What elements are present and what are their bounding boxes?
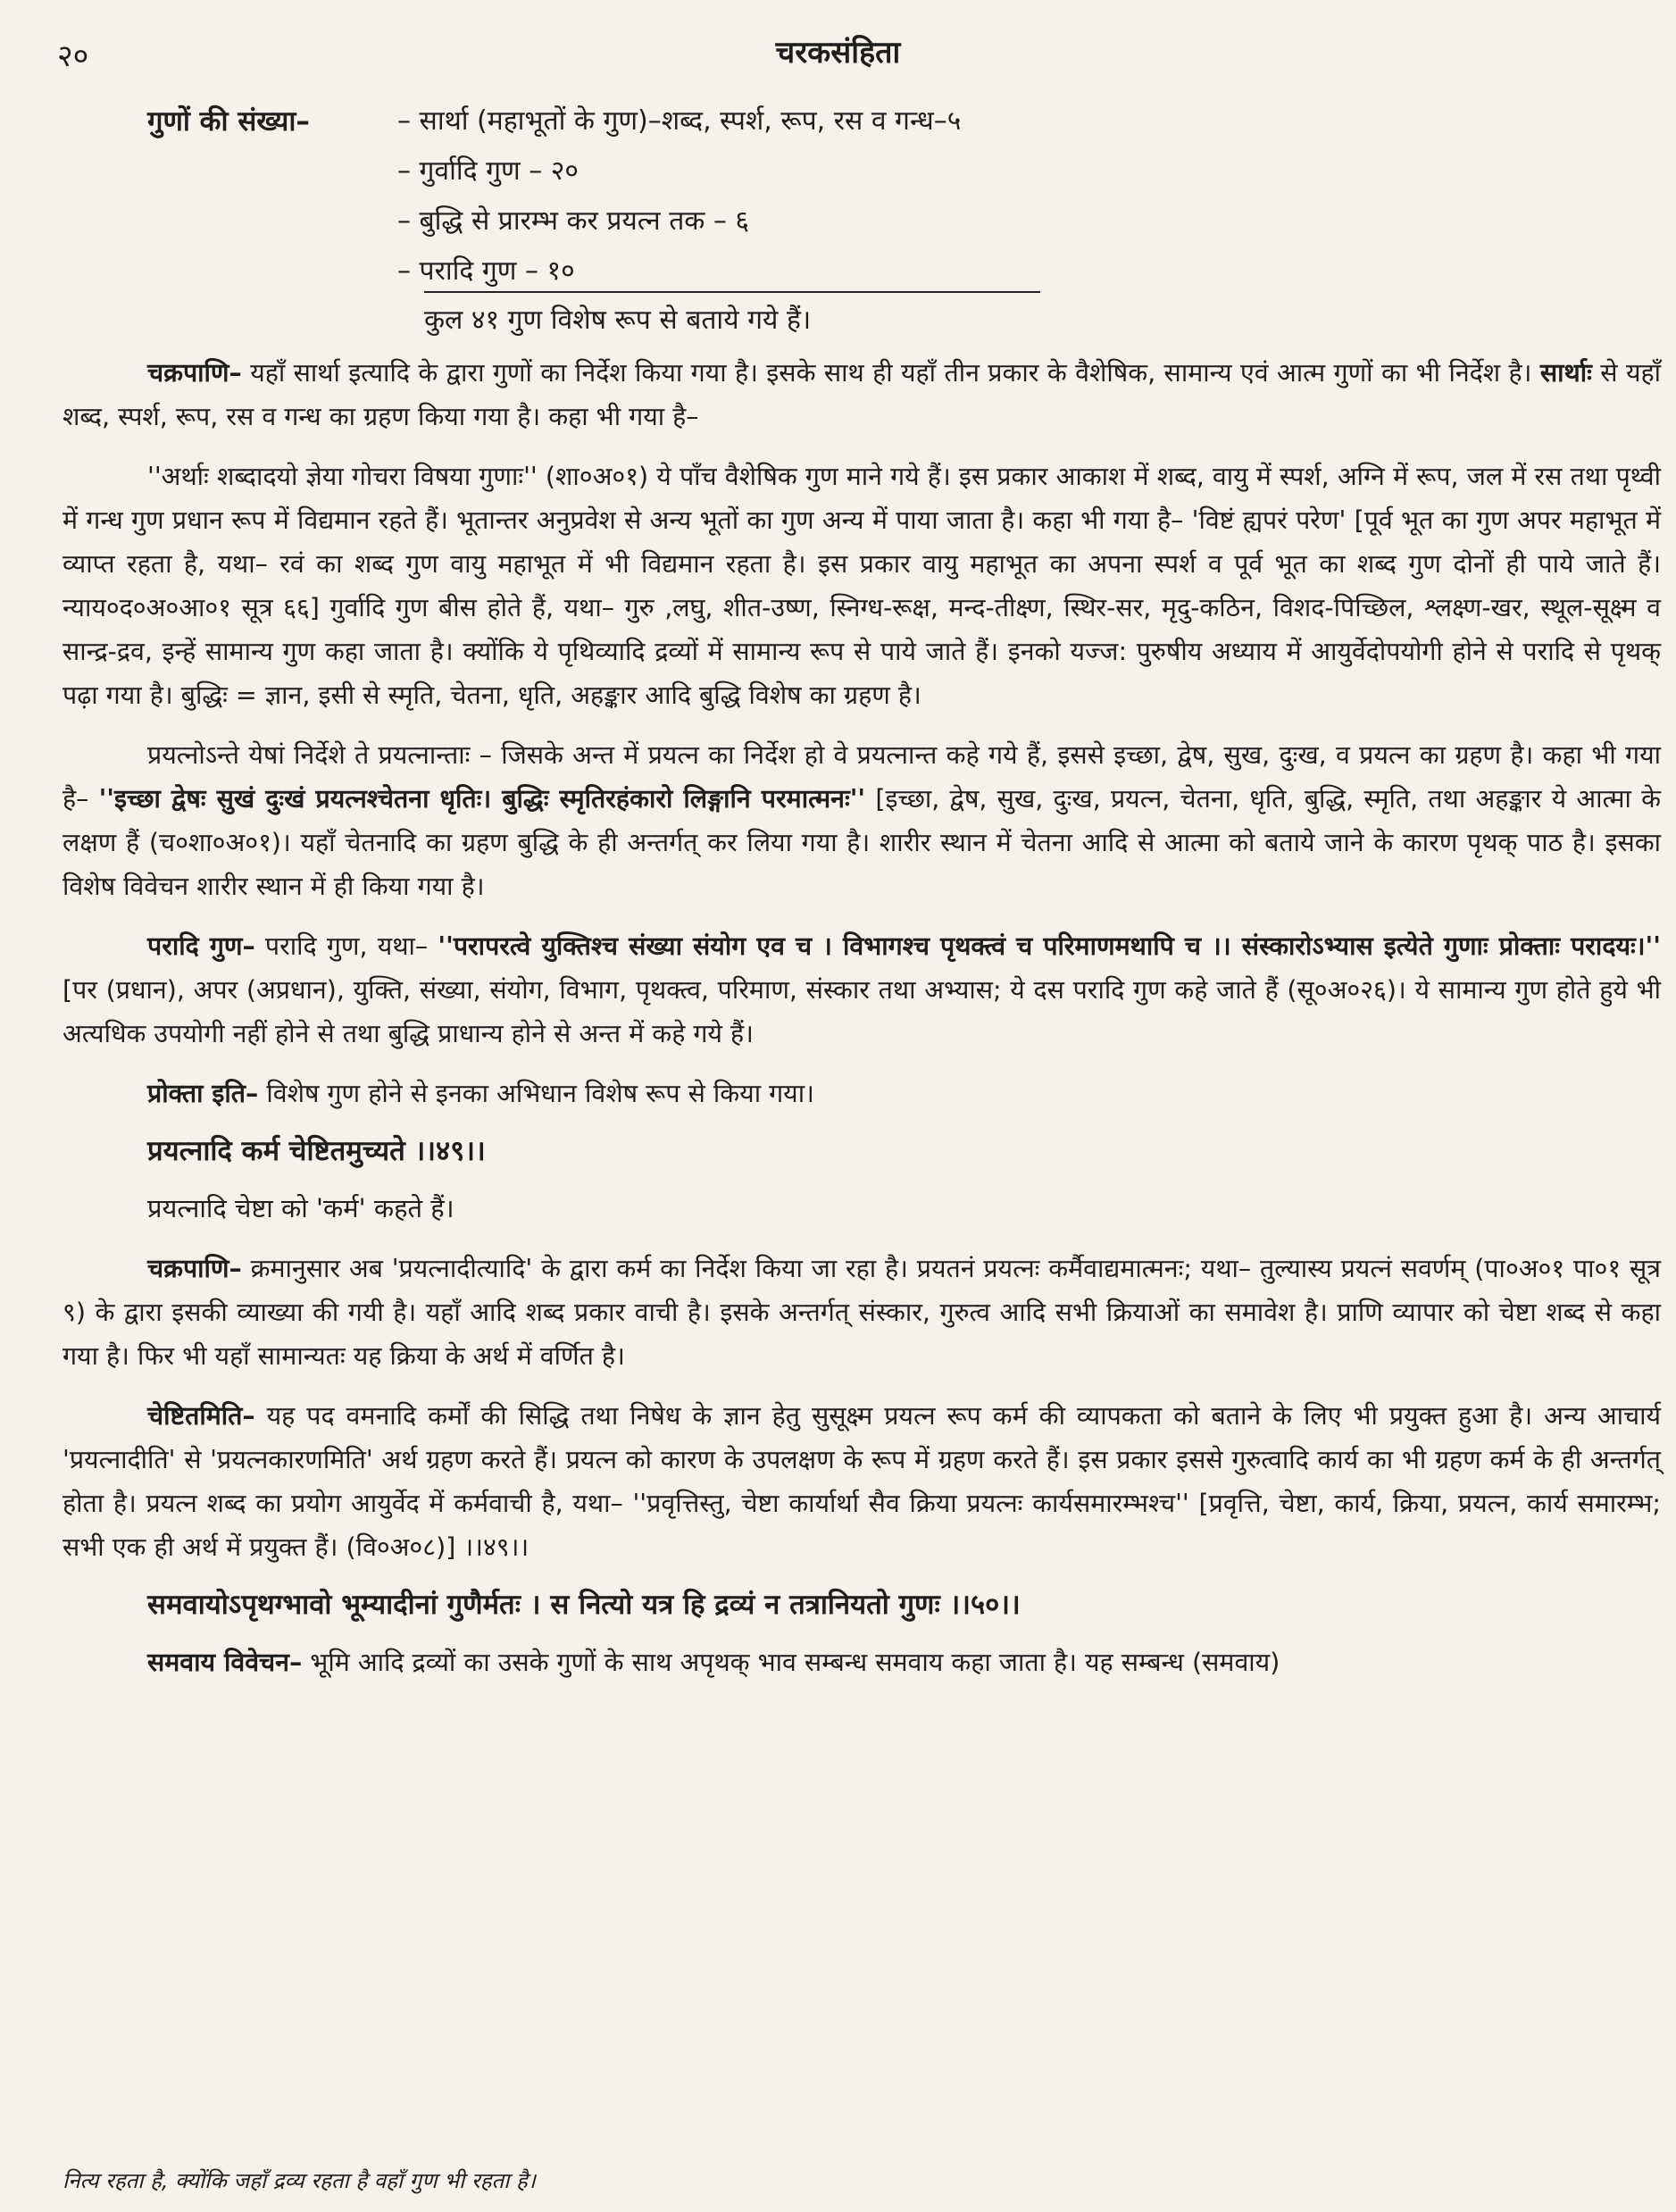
quote: ''परापरत्वे युक्तिश्च संख्या संयोग एव च । विभागश्च पृथक्त्वं च परिमाणमथापि च ।। संस्कारोऽभ्यास इत्येते गुणाः प्रोक्ताः परादयः।'' — [438, 931, 1661, 961]
verse-49-meaning: प्रयत्नादि चेष्टा को 'कर्म' कहते हैं। — [147, 1193, 454, 1223]
paragraph-paradi-gun — [63, 924, 1661, 1056]
lead-label: समवाय विवेचन– — [147, 1648, 303, 1677]
gun-count-item: – बुद्धि से प्रारम्भ कर प्रयत्न तक – ६ — [397, 205, 750, 237]
verse-49: प्रयत्नादि कर्म चेष्टितमुच्यते ।।४९।। — [147, 1135, 486, 1167]
text: प्रयत्नोऽन्ते येषां निर्देशे ते प्रयत्नान्ताः – जिसके अन्त में प्रयत्न का निर्देश हो वे प्रयत्नान्त कहे गये हैं, इससे इच्छा, द्वेष, सुख, दुःख, व प्रयत्न का ग्रहण है। कहा भी गया है– — [63, 740, 1661, 814]
text: से यहाँ शब्द, स्पर्श, रूप, रस व गन्ध का ग्रहण किया गया है। कहा भी गया है– — [63, 358, 1661, 431]
gun-count-item: – परादि गुण – १० — [397, 255, 575, 287]
running-title: चरकसंहिता — [775, 35, 901, 71]
text: क्रमानुसार अब 'प्रयत्नादीत्यादि' के द्वारा कर्म का निर्देश किया जा रहा है। प्रयतनं प्रयत्नः कर्मैवाद्यमात्मनः; यथा– तुल्यास्य प्रयत्नं सवर्णम् (पा०अ०१ पा०१ सूत्र ९) के द्वारा इसकी व्याख्या की गयी है। यहाँ आदि शब्द प्रकार वाची है। इसके अन्तर्गत् संस्कार, गुरुत्व आदि सभी क्रियाओं का समावेश है। प्राणि व्यापार को चेष्टा शब्द से कहा गया है। फिर भी यहाँ सामान्यतः यह क्रिया के अर्थ में वर्णित है। — [63, 1254, 1661, 1371]
page-number: २० — [57, 38, 89, 74]
sum-rule — [424, 291, 1040, 293]
paragraph-prayatnanta — [63, 733, 1661, 908]
lead-label: परादि गुण– — [147, 931, 255, 961]
verse-50: समवायोऽपृथग्भावो भूम्यादीनां गुणैर्मतः । स नित्यो यत्र हि द्रव्यं न तत्रानियतो गुणः ।।५०।। — [147, 1589, 1021, 1621]
text: यहाँ सार्था इत्यादि के द्वारा गुणों का निर्देश किया गया है। इसके साथ ही यहाँ तीन प्रकार के वैशेषिक, सामान्य एवं आत्म गुणों का भी निर्देश है। — [241, 358, 1540, 388]
lead-label: प्रोक्ता इति– — [147, 1079, 259, 1108]
text: यह पद वमनादि कर्मों की सिद्धि तथा निषेध के ज्ञान हेतु सुसूक्ष्म प्रयत्न रूप कर्म की व्यापकता को बताने के लिए भी प्रयुक्त हुआ है। अन्य आचार्य 'प्रयत्नादीति' से 'प्रयत्नकारणमिति' अर्थ ग्रहण करते हैं। प्रयत्न को कारण के उपलक्षण के रूप में ग्रहण करते हैं। इस प्रकार इससे गुरुत्वादि कार्य का भी ग्रहण कर्म के ही अन्तर्गत् होता है। प्रयत्न शब्द का प्रयोग आयुर्वेद में कर्मवाची है, यथा– ''प्रवृत्तिस्तु, चेष्टा कार्यार्था सैव क्रिया प्रयत्नः कार्यसमारम्भश्च'' [प्रवृत्ति, चेष्टा, कार्य, क्रिया, प्रयत्न, कार्य समारम्भ; सभी एक ही अर्थ में प्रयुक्त हैं। (वि०अ०८)] ।।४९।। — [63, 1401, 1661, 1562]
paragraph-cheshtitam — [63, 1394, 1661, 1569]
gun-count-label: गुणों की संख्या– — [147, 105, 310, 138]
handwritten-note: नित्य रहता है, क्योंकि जहाँ द्रव्य रहता है वहाँ गुण भी रहता है। — [63, 2168, 536, 2193]
paragraph-quote-arthah: ''अर्थाः शब्दादयो ज्ञेया गोचरा विषया गुणाः'' (शा०अ०१) ये पाँच वैशेषिक गुण माने गये हैं। इस प्रकार आकाश में शब्द, वायु में स्पर्श, अग्नि में रूप, जल में रस तथा पृथ्वी में गन्ध गुण प्रधान रूप में विद्यमान रहते हैं। भूतान्तर अनुप्रवेश से अन्य भूतों का गुण अन्य में पाया जाता है। कहा भी गया है– 'विष्टं ह्यपरं परेण' [पूर्व भूत का गुण अपर महाभूत में व्याप्त रहता है, यथा– रवं का शब्द गुण वायु महाभूत में भी विद्यमान रहता है। इस प्रकार वायु महाभूत का अपना स्पर्श व पूर्व भूत का शब्द गुण दोनों ही पाये जाते हैं। न्याय०द०अ०आ०१ सूत्र ६६] गुर्वादि गुण बीस होते हैं, यथा– गुरु ,लघु, शीत-उष्ण, स्निग्ध-रूक्ष, मन्द-तीक्ष्ण, स्थिर-सर, मृदु-कठिन, विशद-पिच्छिल, श्लक्ष्ण-खर, स्थूल-सूक्ष्म व सान्द्र-द्रव, इन्हें सामान्य गुण कहा जाता है। क्योंकि ये पृथिव्यादि द्रव्यों में सामान्य रूप से पाये जाते हैं। इनको यज्ज: पुरुषीय अध्याय में आयुर्वेदोपयोगी होने से परादि से पृथक् पढ़ा गया है। बुद्धिः = ज्ञान, इसी से स्मृति, चेतना, धृति, अहङ्कार आदि बुद्धि विशेष का ग्रहण है। — [63, 462, 1661, 710]
paragraph-chakrapani-2 — [63, 1247, 1661, 1378]
quote: ''इच्छा द्वेषः सुखं दुःखं प्रयत्नश्चेतना धृतिः। बुद्धिः स्मृतिरहंकारो लिङ्गानि परमात्मनः'' — [98, 784, 866, 814]
gun-count-block — [147, 96, 1661, 351]
text: [पर (प्रधान), अपर (अप्रधान), युक्ति, संख्या, संयोग, विभाग, पृथक्त्व, परिमाण, संस्कार तथा अभ्यास; ये दस परादि गुण कहे जाते हैं (सू०अ०२६)। ये सामान्य गुण होते हुये भी अत्यधिक उपयोगी नहीं होने से तथा बुद्धि प्राधान्य होने से अन्त में कहे गये हैं। — [63, 975, 1661, 1048]
lead-label: चेष्टितमिति– — [147, 1401, 255, 1431]
paragraph-chakrapani-1 — [63, 351, 1661, 438]
gun-count-item: – सार्था (महाभूतों के गुण)–शब्द, स्पर्श, रूप, रस व गन्ध–५ — [397, 105, 962, 137]
paragraph-samavaya — [63, 1640, 1661, 1684]
gun-count-total: कुल ४१ गुण विशेष रूप से बताये गये हैं। — [424, 305, 812, 336]
text: भूमि आदि द्रव्यों का उसके गुणों के साथ अपृथक् भाव सम्बन्ध समवाय कहा जाता है। यह सम्बन्ध (समवाय) — [302, 1648, 1280, 1677]
text: [इच्छा, द्वेष, सुख, दुःख, प्रयत्न, चेतना, धृति, बुद्धि, स्मृति, तथा अहङ्कार ये आत्मा के लक्षण हैं (च०शा०अ०१)। यहाँ चेतनादि का ग्रहण बुद्धि के ही अन्तर्गत् कर लिया गया है। शारीर स्थान में चेतना आदि से आत्मा को बताये जाने के कारण पृथक् पाठ है। इसका विशेष विवेचन शारीर स्थान में ही किया गया है। — [63, 784, 1661, 901]
lead-label: चक्रपाणि– — [147, 358, 242, 388]
text: परादि गुण, यथा– — [254, 931, 438, 961]
text: विशेष गुण होने से इनका अभिधान विशेष रूप से किया गया। — [258, 1079, 814, 1108]
gun-count-item: – गुर्वादि गुण – २० — [397, 155, 579, 187]
paragraph-prokta-iti — [63, 1072, 1661, 1115]
lead-label: चक्रपाणि– — [147, 1254, 242, 1283]
term: सार्थाः — [1539, 358, 1592, 388]
page-body — [63, 96, 1661, 1700]
